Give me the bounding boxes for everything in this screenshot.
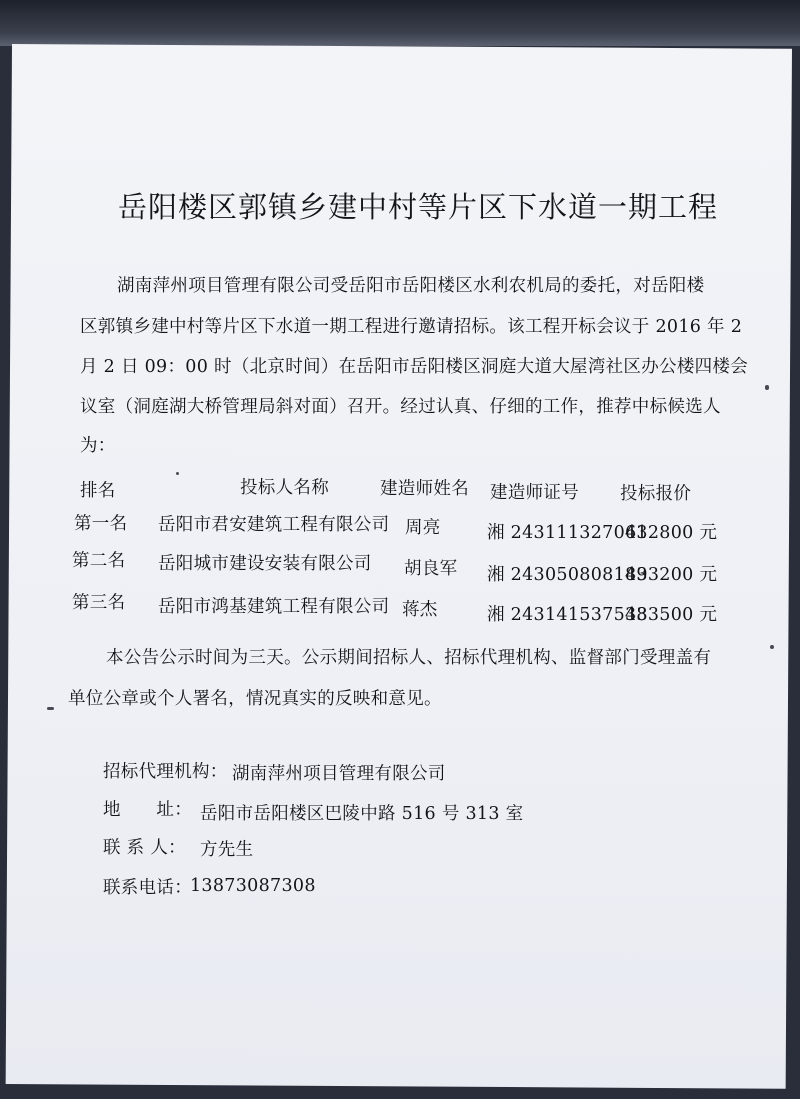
row3-builder-name: 蒋杰 <box>402 600 438 620</box>
row1-rank: 第一名 <box>74 514 128 534</box>
header-builder-name: 建造师姓名 <box>380 479 469 499</box>
phone-value: 13873087308 <box>190 876 316 896</box>
agency-value: 湖南萍州项目管理有限公司 <box>232 764 446 784</box>
header-rank: 排名 <box>80 481 116 501</box>
row1-builder-name: 周亮 <box>405 518 441 538</box>
scan-speck <box>176 472 179 475</box>
row1-price: 432800 元 <box>625 523 718 543</box>
scan-speck <box>765 385 769 390</box>
agency-label: 招标代理机构： <box>103 762 228 782</box>
row3-rank: 第三名 <box>72 593 126 613</box>
contact-person-label: 联 系 人： <box>103 838 186 858</box>
notice-line-2: 单位公章或个人署名，情况真实的反映和意见。 <box>68 689 442 709</box>
document-title: 岳阳楼区郭镇乡建中村等片区下水道一期工程 <box>118 190 719 224</box>
row3-company: 岳阳市鸿基建筑工程有限公司 <box>158 597 390 617</box>
header-builder-cert: 建造师证号 <box>490 483 579 503</box>
scan-speck <box>770 645 774 649</box>
notice-line-1: 本公告公示时间为三天。公示期间招标人、招标代理机构、监督部门受理盖有 <box>106 648 712 668</box>
header-bidder: 投标人名称 <box>240 478 329 498</box>
phone-label: 联系电话： <box>103 878 192 898</box>
contact-person-value: 方先生 <box>200 840 254 860</box>
row2-rank: 第二名 <box>72 551 126 571</box>
intro-line-1: 湖南萍州项目管理有限公司受岳阳市岳阳楼区水利农机局的委托，对岳阳楼 <box>117 276 705 296</box>
intro-line-4: 议室（洞庭湖大桥管理局斜对面）召开。经过认真、仔细的工作，推荐中标候选人 <box>80 397 721 417</box>
scan-speck <box>47 707 54 710</box>
intro-line-2: 区郭镇乡建中村等片区下水道一期工程进行邀请招标。该工程开标会议于 2016 年 2 <box>80 317 743 337</box>
row2-company: 岳阳城市建设安装有限公司 <box>158 554 372 574</box>
address-label: 地 址： <box>103 800 192 820</box>
row2-cert: 湘 243050808189 <box>487 565 648 585</box>
header-bid-price: 投标报价 <box>620 484 692 504</box>
address-value: 岳阳市岳阳楼区巴陵中路 516 号 313 室 <box>200 804 524 824</box>
row3-cert: 湘 243141537538 <box>487 605 648 625</box>
intro-line-5: 为： <box>80 436 116 456</box>
row2-price: 433200 元 <box>625 565 718 585</box>
row3-price: 433500 元 <box>625 605 718 625</box>
scan-top-edge <box>0 0 800 46</box>
row1-company: 岳阳市君安建筑工程有限公司 <box>158 515 390 535</box>
row1-cert: 湘 243111327061 <box>487 523 648 543</box>
intro-line-3: 月 2 日 09：00 时（北京时间）在岳阳市岳阳楼区洞庭大道大屋湾社区办公楼四楼会 <box>80 357 749 377</box>
row2-builder-name: 胡良军 <box>404 559 458 579</box>
